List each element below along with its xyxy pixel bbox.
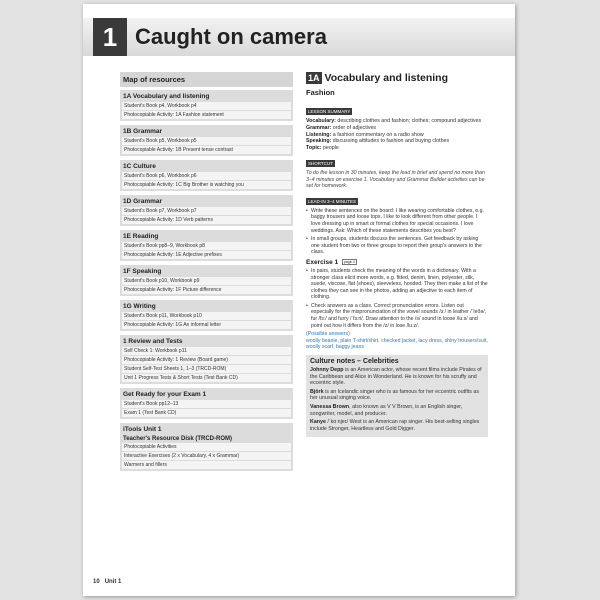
- leadin-label: LEAD-IN 3–4 MINUTES: [308, 198, 357, 204]
- resource-line: Student's Book p7, Workbook p7: [122, 207, 291, 215]
- resource-heading: 1G Writing: [123, 303, 156, 310]
- summary-label: Grammar:: [306, 124, 332, 131]
- map-title: Map of resources: [120, 72, 293, 87]
- book-page: [83, 4, 515, 596]
- celebrity-name: Kanye: [310, 419, 326, 426]
- resource-line: Student's Book pp12–13: [122, 400, 291, 408]
- culture-title: Culture notes – Celebrities: [310, 358, 399, 366]
- resource-block: [120, 195, 293, 226]
- summary-text: describing clothes and fashion; clothes; compound adjectives: [335, 118, 482, 124]
- resource-line: Photocopiable Activity: 1C Big Brother is watching you: [122, 181, 291, 189]
- summary-line: [306, 118, 488, 125]
- resource-line: Photocopiable Activity: 1A Fashion statement: [122, 111, 291, 119]
- itools-heading: iTools Unit 1: [123, 426, 162, 433]
- culture-notes-box: [306, 355, 488, 437]
- exercise-bullet: • Check answers as a class. Correct pronunciation errors. Listen out especially for the mispronunciation of the vowel sounds /ɜː/ in leather /ˈleðə/, fur /fɜː/ and furry /ˈfɜːri/. Draw attention to the /s/ sound in loose /luːs/ and point out how it differs from the /z/ in lose /luːz/.: [306, 303, 488, 329]
- culture-text: is an American actor, whose recent films include Pirates of the Caribbean and Alice in Wonderland. He is known for his scruffy and eccentric style.: [310, 367, 482, 387]
- section-tag: 1A: [308, 73, 320, 83]
- summary-text: a fashion commentary on a radio show: [331, 131, 424, 138]
- resource-line: Photocopiable Activity: 1B Present tense contrast: [122, 146, 291, 154]
- exercise-bullet: • In pairs, students check the meaning of the words in a dictionary. With a stronger class elicit more words, e.g. fitted, denim, linen, polyester, silk, suede, viscose, flat (shoes), sleeveless, hooded. They then make a list of the clothes they can see in the photos, adding an adjective to each item of clothing.: [306, 268, 488, 301]
- resource-block: [120, 335, 293, 384]
- culture-text: , also known as V V Brown, is an English singer, songwriter, model, and producer.: [310, 404, 463, 417]
- culture-note: [310, 389, 484, 402]
- trcd-heading: Teacher's Resource Disk (TRCD-ROM): [123, 436, 233, 442]
- summary-label: Topic:: [306, 145, 322, 152]
- trcd-line: Warmers and fillers: [122, 461, 291, 469]
- resource-line: Student's Book p10, Workbook p9: [122, 277, 291, 285]
- resource-heading: 1 Review and Tests: [123, 338, 183, 345]
- culture-note: [310, 419, 484, 432]
- map-blocks: [120, 90, 293, 419]
- resource-line: Photocopiable Activity: 1E Adjective prefixes: [122, 251, 291, 259]
- resource-block: [120, 265, 293, 296]
- resource-heading: 1C Culture: [123, 163, 156, 170]
- culture-note: [310, 367, 484, 387]
- celebrity-name: Johnny Depp: [310, 367, 344, 374]
- unit-number: 1: [93, 18, 127, 56]
- lesson-summary: [306, 118, 488, 152]
- section-heading: [306, 72, 488, 84]
- resource-block: [120, 90, 293, 121]
- resource-block: [120, 388, 293, 419]
- resource-heading: 1A Vocabulary and listening: [123, 93, 210, 100]
- resource-line: Photocopiable Activity: 1D Verb patterns: [122, 216, 291, 224]
- resource-line: Student Self-Test Sheets 1, 1–3 (TRCD-ROM): [122, 365, 291, 373]
- shortcut-text: To do the lesson in 30 minutes, keep the lead in brief and spend no more than 3–4 minutes on exercise 1. Vocabulary and Grammar Builder activities can be set for homework.: [306, 169, 485, 190]
- resource-line: Student's Book pp8–9, Workbook p8: [122, 242, 291, 250]
- summary-label: Speaking:: [306, 138, 332, 145]
- leadin-bullet: • Write these sentences on the board: I like wearing comfortable clothes, e.g. baggy trousers and loose tops. I like to look different from other people. I love dressing up in smart or formal clothes for special occasions. I love weddings. Ask: Which of these statements describes you best?: [306, 208, 488, 234]
- resource-heading: 1F Speaking: [123, 268, 162, 275]
- culture-text: /ˈkɑːnjeɪ/ West is an American rap singer. His best-selling singles include Stronger, Heartless and Gold Digger.: [310, 419, 480, 432]
- unit-title: Caught on camera: [135, 24, 327, 49]
- resource-line: Student's Book p6, Workbook p6: [122, 172, 291, 180]
- section-title: Vocabulary and listening: [324, 72, 449, 84]
- resource-line: Photocopiable Activity: 1F Picture difference: [122, 286, 291, 294]
- resource-line: Photocopiable Activity: 1 Review (Board game): [122, 356, 291, 364]
- summary-text: people: [321, 145, 339, 152]
- resource-line: Self Check 1: Workbook p11: [122, 347, 291, 355]
- map-of-resources: [120, 72, 293, 475]
- summary-label: Listening:: [306, 131, 332, 138]
- summary-line: [306, 132, 488, 139]
- lesson-subtitle: Fashion: [306, 88, 335, 97]
- resource-line: Unit 1 Progress Tests & Short Tests (Test Bank CD): [122, 374, 291, 382]
- summary-line: [306, 145, 488, 152]
- summary-text: order of adjectives: [331, 124, 377, 131]
- resource-block: [120, 125, 293, 156]
- answers-text: woolly beanie, plain T-shirt/shirt, checked jacket, lacy dress, shiny trousers/suit, woolly scarf, baggy jeans: [306, 337, 488, 351]
- resource-block: [120, 230, 293, 261]
- trcd-line: Interactive Exercises (2 x Vocabulary, 4 x Grammar): [122, 452, 291, 460]
- resource-block: [120, 160, 293, 191]
- resource-block: [120, 300, 293, 331]
- culture-text: is an Icelandic singer who is as famous for her eccentric outfits as her unusual singing voice.: [310, 388, 479, 402]
- resource-heading: 1D Grammar: [123, 198, 163, 205]
- page-number: 10: [93, 579, 100, 585]
- exercise-heading: [306, 259, 488, 266]
- summary-text: discussing attitudes to fashion and buying clothes: [331, 138, 450, 145]
- celebrity-name: Vanessa Brown: [310, 404, 350, 411]
- resource-heading: 1B Grammar: [123, 128, 163, 135]
- resource-line: Exam 1 (Test Bank CD): [122, 409, 291, 417]
- lesson-column: [306, 72, 488, 437]
- itools-block: [120, 423, 293, 471]
- summary-line: [306, 138, 488, 145]
- summary-label: Vocabulary:: [306, 118, 336, 124]
- answers-label: (Possible answers): [306, 331, 350, 338]
- page-reference: page 4: [343, 260, 355, 265]
- resource-heading: 1E Reading: [123, 233, 159, 240]
- resource-line: Student's Book p4, Workbook p4: [122, 102, 291, 110]
- shortcut-label: SHORTCUT: [308, 160, 333, 166]
- summary-line: [306, 125, 488, 132]
- culture-note: [310, 404, 484, 417]
- celebrity-name: Björk: [310, 388, 324, 395]
- exercise-label: Exercise 1: [306, 258, 339, 266]
- footer-unit: Unit 1: [104, 579, 122, 585]
- culture-list: [310, 367, 484, 432]
- resource-line: Student's Book p5, Workbook p5: [122, 137, 291, 145]
- resource-heading: Get Ready for your Exam 1: [123, 391, 207, 398]
- leadin-bullet: • In small groups, students discuss the sentences. Get feedback by asking one student from two or three groups to report their group's answers to the class.: [306, 236, 488, 256]
- lesson-summary-label: LESSON SUMMARY: [308, 109, 351, 114]
- resource-line: Photocopiable Activity: 1G An informal letter: [122, 321, 291, 329]
- trcd-line: Photocopiable Activities: [122, 443, 291, 451]
- page-footer: [93, 579, 121, 585]
- resource-line: Student's Book p11, Workbook p10: [122, 312, 291, 320]
